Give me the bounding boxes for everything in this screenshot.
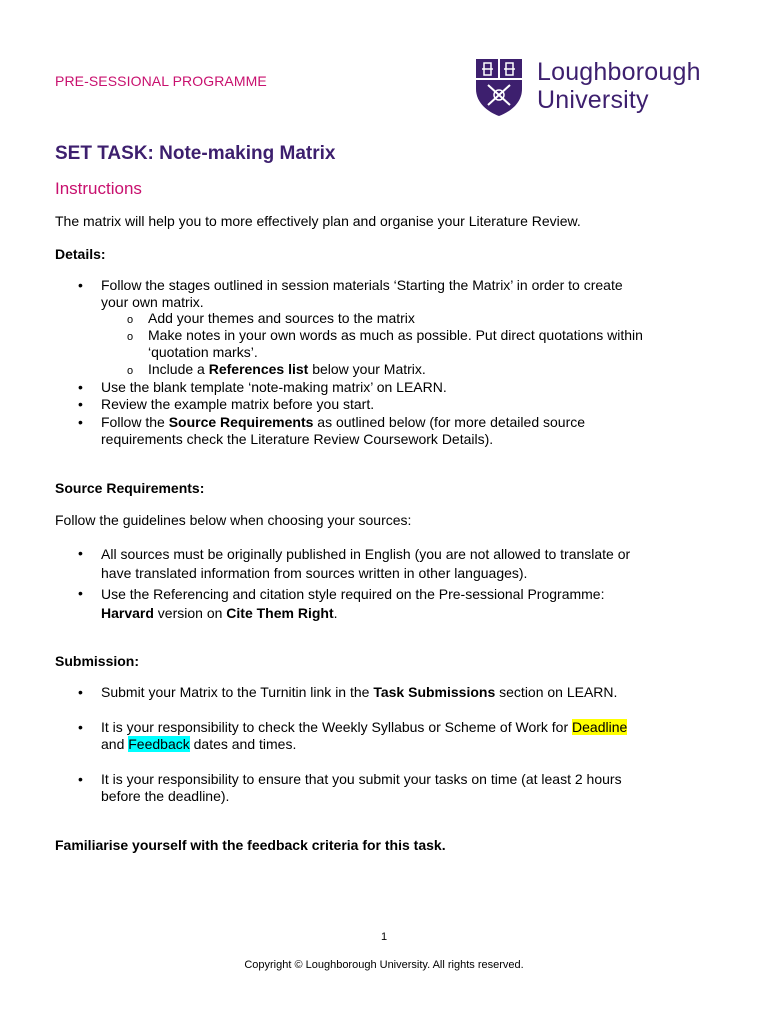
page-title: SET TASK: Note-making Matrix [55, 143, 336, 164]
submission-bullet-3 [101, 771, 622, 805]
details-bullet-4-line-2: requirements check the Literature Review Coursework Details). [101, 431, 494, 447]
sources-b2-mid: version on [153, 605, 227, 621]
details-sub-bullet-1: Add your themes and sources to the matrix [148, 310, 415, 326]
details-sub-bullet-2-line-1: Make notes in your own words as much as possible. Put direct quotations within [148, 327, 643, 343]
submission-b2-pre: It is your responsibility to check the Weekly Syllabus or Scheme of Work for [101, 719, 573, 735]
logo-line-1: Loughborough [537, 58, 701, 86]
sources-bullet-2 [101, 585, 604, 623]
programme-label: PRE-SESSIONAL PROGRAMME [55, 73, 267, 89]
feedback-highlight: Feedback [128, 736, 190, 752]
bullet-icon: • [78, 379, 83, 395]
submission-b1-pre: Submit your Matrix to the Turnitin link in the [101, 684, 374, 700]
b4-text-pre: Follow the [101, 414, 169, 430]
details-bullet-1-line-2: your own matrix. [101, 294, 204, 310]
details-bullet-1 [101, 277, 623, 311]
submission-bullet-2 [101, 719, 627, 753]
bullet-icon: • [78, 684, 83, 700]
sub3-text-pre: Include a [148, 361, 209, 377]
cite-them-right-label: Cite Them Right [226, 605, 334, 621]
submission-b1-post: section on LEARN. [495, 684, 618, 700]
sub3-text-post: below your Matrix. [308, 361, 426, 377]
submission-bullet-3-line-2: before the deadline). [101, 788, 230, 804]
submission-bullet-2-line-1 [101, 719, 627, 736]
deadline-highlight: Deadline [572, 719, 628, 735]
source-requirements-label: Source Requirements [168, 414, 314, 430]
details-bullet-2: Use the blank template ‘note-making matrix’ on LEARN. [101, 379, 447, 395]
submission-bullet-3-line-1: It is your responsibility to ensure that you submit your tasks on time (at least 2 hours [101, 771, 622, 787]
bullet-icon: • [78, 545, 83, 561]
page-number: 1 [380, 931, 388, 943]
bullet-icon: • [78, 585, 83, 601]
sources-bullet-1-line-2: have translated information from sources written in other languages). [101, 565, 528, 581]
harvard-label: Harvard [101, 605, 154, 621]
details-bullet-4 [101, 414, 585, 448]
logo-line-2: University [537, 86, 649, 114]
sources-bullet-1 [101, 545, 630, 583]
details-bullet-4-line-1 [101, 414, 585, 431]
bullet-icon: • [78, 719, 83, 735]
instructions-heading: Instructions [55, 179, 142, 198]
sources-heading: Source Requirements: [55, 480, 205, 496]
submission-b2-and: and [101, 736, 129, 752]
bullet-icon: • [78, 277, 83, 293]
bullet-icon: • [78, 396, 83, 412]
bullet-icon: • [78, 771, 83, 787]
references-list-label: References list [208, 361, 309, 377]
details-sub-bullet-2 [148, 327, 643, 361]
sub-bullet-icon: o [127, 331, 134, 343]
submission-bullet-1 [101, 684, 617, 701]
task-submissions-label: Task Submissions [373, 684, 496, 700]
details-bullet-3: Review the example matrix before you start. [101, 396, 375, 412]
sub-bullet-icon: o [127, 365, 134, 377]
copyright-notice: Copyright © Loughborough University. All rights reserved. [244, 959, 524, 971]
closing-note: Familiarise yourself with the feedback criteria for this task. [55, 837, 446, 853]
submission-bullet-2-line-2 [101, 736, 627, 753]
university-logo [474, 57, 724, 117]
sources-bullet-2-line-1: Use the Referencing and citation style required on the Pre-sessional Programme: [101, 586, 605, 602]
submission-heading: Submission: [55, 653, 140, 669]
details-bullet-1-line-1: Follow the stages outlined in session materials ‘Starting the Matrix’ in order to create [101, 277, 623, 293]
sources-intro: Follow the guidelines below when choosing your sources: [55, 512, 412, 528]
details-heading: Details: [55, 246, 106, 262]
b4-text-post: as outlined below (for more detailed source [313, 414, 586, 430]
crest-icon [474, 57, 524, 117]
details-sub-bullet-2-line-2: ‘quotation marks’. [148, 344, 258, 360]
sources-bullet-2-line-2 [101, 604, 604, 623]
sub-bullet-icon: o [127, 314, 134, 326]
bullet-icon: • [78, 414, 83, 430]
intro-text: The matrix will help you to more effectively plan and organise your Literature Review. [55, 213, 581, 229]
submission-b2-post: dates and times. [189, 736, 297, 752]
sources-b2-end: . [333, 605, 338, 621]
sources-bullet-1-line-1: All sources must be originally published in English (you are not allowed to translate or [101, 546, 631, 562]
details-sub-bullet-3 [148, 361, 426, 378]
